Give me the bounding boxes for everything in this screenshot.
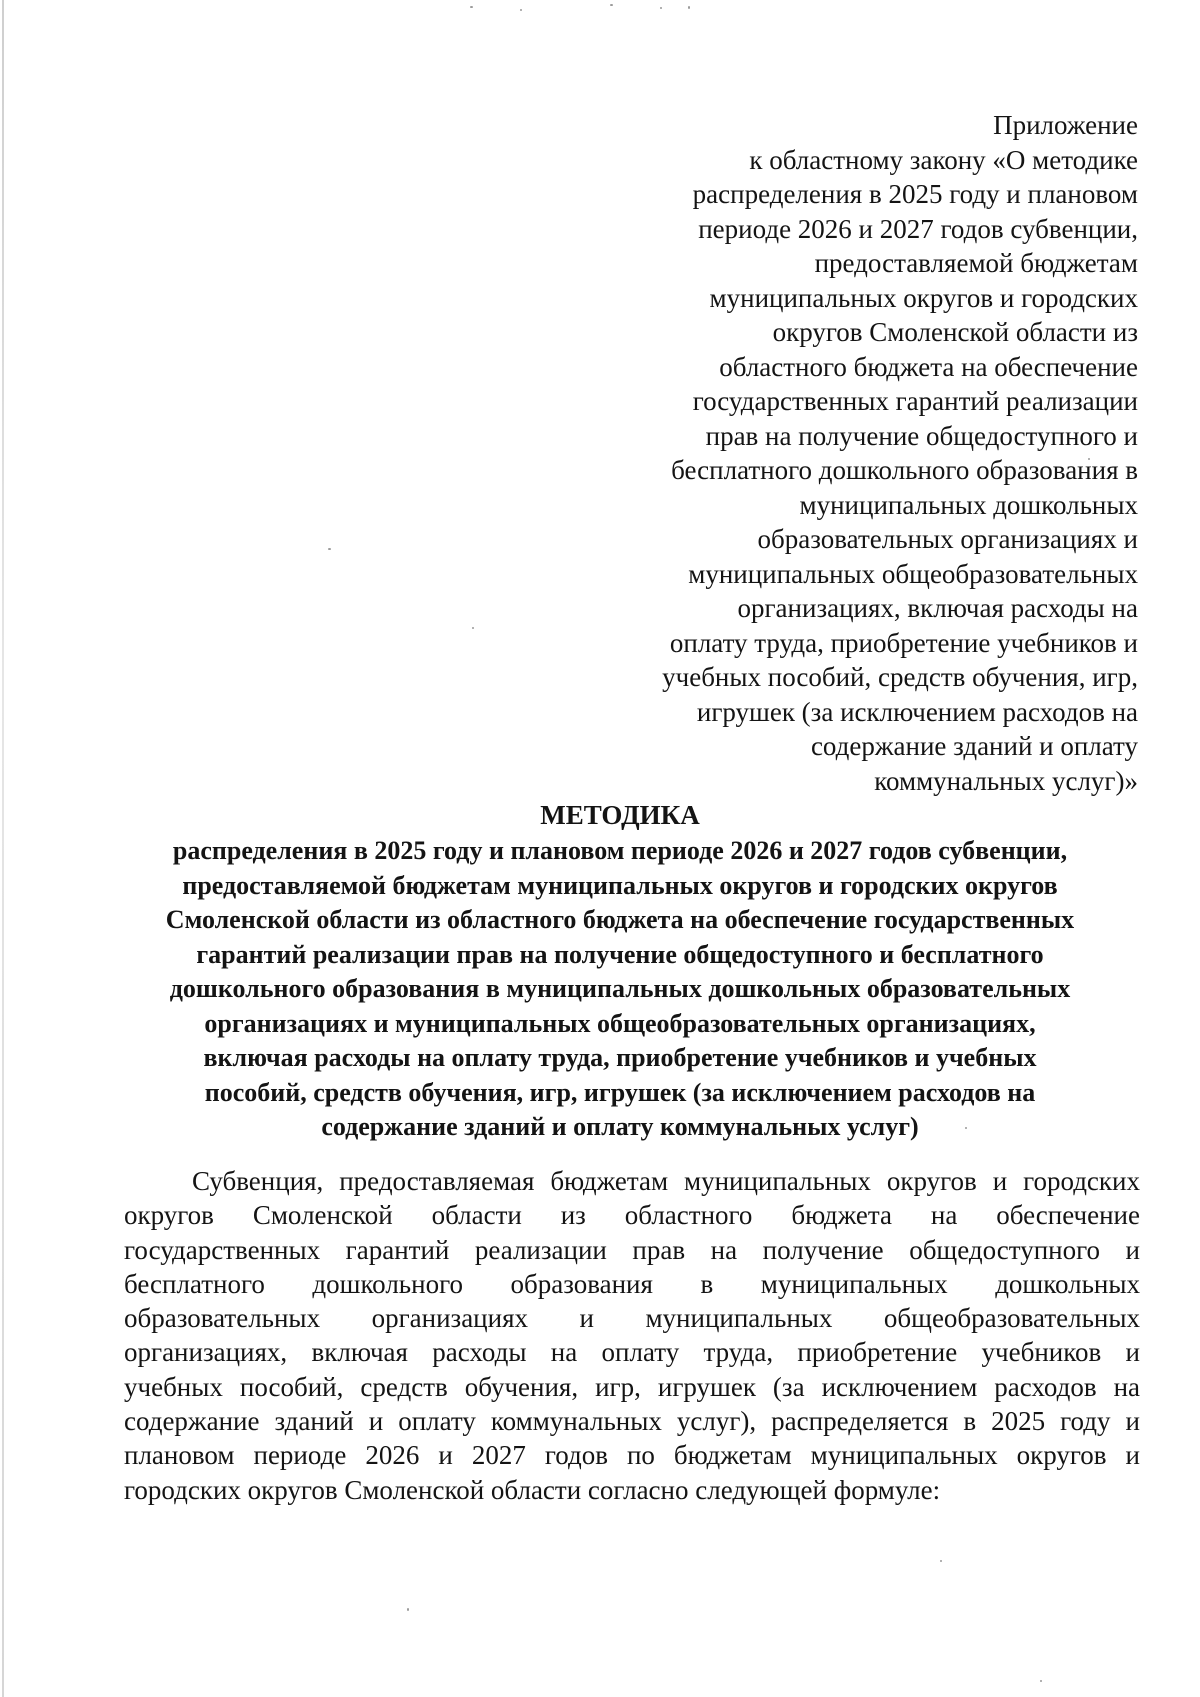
body-line: организациях, включая расходы на оплату труда, приобретение учебников и [124, 1337, 1140, 1368]
appendix-line: прав на получение общедоступного и [705, 420, 1138, 451]
subtitle-line: организациях и муниципальных общеобразовательных организациях, [204, 1008, 1036, 1038]
appendix-line: организациях, включая расходы на [737, 593, 1138, 623]
appendix-line: образовательных организациях и [757, 524, 1138, 554]
subtitle-line: включая расходы на оплату труда, приобретение учебников и учебных [203, 1043, 1037, 1072]
body-line: плановом периоде 2026 и 2027 годов по бюджетам муниципальных округов и [124, 1440, 1140, 1471]
subtitle-line: распределения в 2025 году и плановом периоде 2026 и 2027 годов субвенции, [172, 836, 1068, 865]
document-subtitle [120, 834, 1120, 1145]
scan-speck [472, 627, 474, 629]
appendix-line: муниципальных общеобразовательных [688, 558, 1138, 589]
scan-speck [610, 4, 613, 6]
appendix-line: округов Смоленской области из [772, 317, 1138, 347]
subtitle-line: Смоленской области из областного бюджета на обеспечение государственных [165, 905, 1075, 934]
document-title: МЕТОДИКА [540, 800, 700, 830]
appendix-line: периоде 2026 и 2027 годов субвенции, [698, 213, 1138, 244]
body-line: государственных гарантий реализации прав на получение общедоступного и [124, 1234, 1140, 1265]
appendix-line: учебных пособий, средств обучения, игр, [662, 662, 1138, 692]
scan-speck [940, 1560, 942, 1562]
scan-speck [660, 7, 662, 9]
body-line: округов Смоленской области из областного бюджета на обеспечение [124, 1200, 1140, 1231]
body-line: учебных пособий, средств обучения, игр, игрушек (за исключением расходов на [124, 1371, 1140, 1402]
scan-speck [407, 1608, 409, 1611]
appendix-line: бесплатного дошкольного образования в [671, 455, 1138, 485]
appendix-line: государственных гарантий реализации [692, 386, 1138, 416]
appendix-line: к областному закону «О методике [749, 144, 1138, 175]
scan-speck [688, 6, 690, 9]
appendix-line: Приложение [993, 110, 1138, 140]
scan-speck [520, 9, 522, 11]
appendix-line: оплату труда, приобретение учебников и [669, 627, 1138, 658]
body-paragraph [124, 1164, 1140, 1507]
body-line: содержание зданий и оплату коммунальных услуг), распределяется в 2025 году и [124, 1406, 1140, 1437]
body-line: образовательных организациях и муниципальных общеобразовательных [124, 1303, 1140, 1334]
subtitle-line: пособий, средств обучения, игр, игрушек (за исключением расходов на [204, 1077, 1036, 1107]
appendix-line: игрушек (за исключением расходов на [696, 696, 1138, 727]
subtitle-line: гарантий реализации прав на получение общедоступного и бесплатного [196, 939, 1044, 969]
body-line: Субвенция, предоставляемая бюджетам муниципальных округов и городских [192, 1166, 1140, 1196]
appendix-line: содержание зданий и оплату [810, 731, 1138, 761]
appendix-line: муниципальных округов и городских [709, 282, 1138, 313]
subtitle-line: содержание зданий и оплату коммунальных услуг) [321, 1112, 919, 1141]
scan-edge [2, 0, 4, 1697]
body-line: городских округов Смоленской области согласно следующей формуле: [124, 1474, 941, 1505]
scan-speck [328, 548, 331, 550]
appendix-line: предоставляемой бюджетам [814, 248, 1138, 278]
subtitle-line: предоставляемой бюджетам муниципальных округов и городских округов [182, 870, 1058, 900]
appendix-line: коммунальных услуг)» [874, 765, 1138, 796]
appendix-line: областного бюджета на обеспечение [719, 351, 1138, 382]
appendix-note [618, 108, 1138, 798]
scan-speck [470, 6, 473, 8]
subtitle-line: дошкольного образования в муниципальных дошкольных образовательных [169, 974, 1071, 1003]
body-line: бесплатного дошкольного образования в муниципальных дошкольных [124, 1268, 1140, 1299]
scan-speck [1040, 1680, 1042, 1682]
appendix-line: распределения в 2025 году и плановом [692, 179, 1138, 209]
appendix-line: муниципальных дошкольных [799, 489, 1138, 520]
